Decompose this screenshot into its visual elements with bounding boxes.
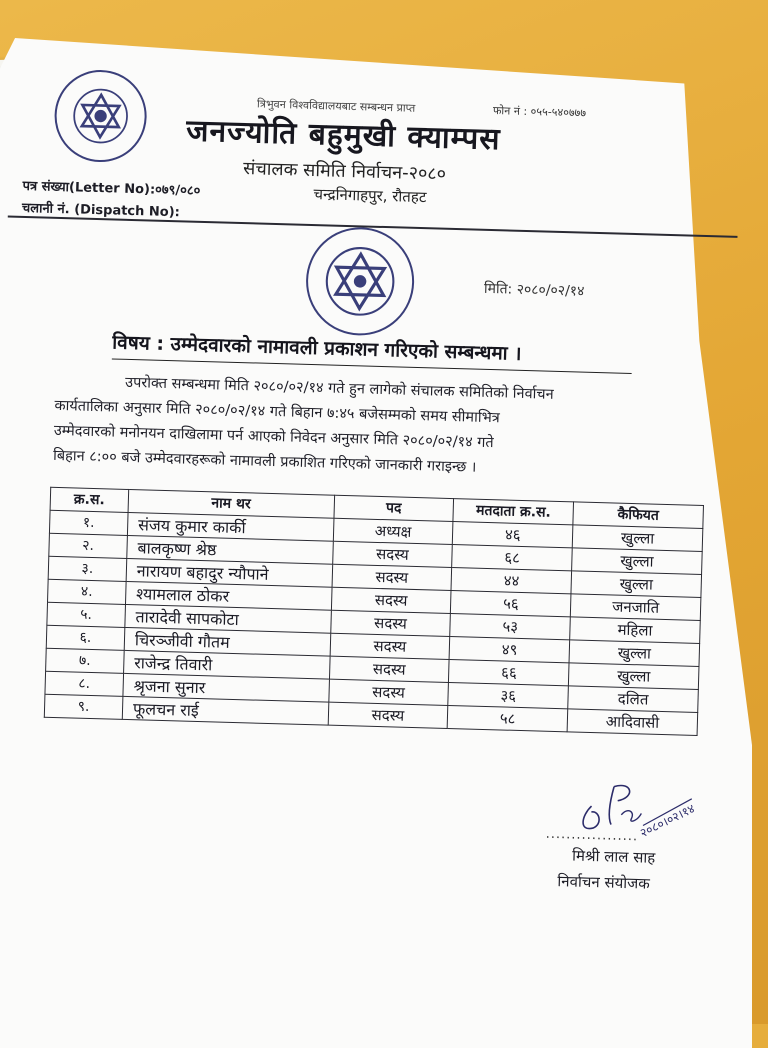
header-serial: क्र.स. — [50, 487, 129, 512]
cell-post: अध्यक्ष — [333, 518, 453, 544]
cell-voter-number: ५३ — [450, 613, 570, 639]
cell-post: सदस्य — [330, 610, 450, 636]
cell-voter-number: ३६ — [448, 682, 568, 708]
notice-body — [53, 369, 688, 487]
cell-name: चिरञ्जीवी गौतम — [124, 627, 330, 656]
cell-remark: खुल्ला — [569, 639, 699, 666]
cell-serial: ९. — [44, 694, 123, 719]
campus-address: चन्द्रनिगाहपुर, रौतहट — [313, 185, 427, 207]
cell-voter-number: ६६ — [449, 659, 569, 685]
cell-post: सदस्य — [332, 541, 452, 567]
phone-number: फोन नं : ०५५-५४०७७७ — [492, 104, 587, 120]
signature-date: २०८०।०२।१४ — [637, 801, 697, 841]
cell-name: संजय कुमार कार्की — [127, 512, 333, 541]
cell-serial: १. — [49, 510, 128, 535]
cell-remark: खुल्ला — [572, 524, 702, 551]
cell-post: सदस्य — [331, 587, 451, 613]
cell-post: सदस्य — [328, 702, 448, 728]
header-remark: कैफियत — [573, 502, 703, 528]
cell-remark: जनजाति — [570, 593, 700, 620]
cell-serial: ४. — [48, 579, 127, 604]
signer-name: मिश्री लाल साह — [571, 846, 656, 867]
cell-serial: ६. — [46, 625, 125, 650]
cell-name: श्रृजना सुनार — [123, 673, 329, 702]
cell-voter-number: ४९ — [449, 636, 569, 662]
cell-remark: दलित — [568, 685, 698, 712]
rubber-stamp-icon — [305, 226, 416, 337]
cell-voter-number: ६८ — [452, 544, 572, 570]
header-voter-number: मतदाता क्र.स. — [453, 499, 573, 525]
signer-role: निर्वाचन संयोजक — [557, 872, 651, 893]
cell-name: फूलचन राई — [122, 696, 328, 725]
cell-name: श्यामलाल ठोकर — [125, 581, 331, 610]
cell-post: सदस्य — [332, 564, 452, 590]
cell-remark: आदिवासी — [567, 708, 697, 735]
cell-post: सदस्य — [329, 656, 449, 682]
cell-remark: महिला — [570, 616, 700, 643]
cell-name: बालकृष्ण श्रेष्ठ — [127, 535, 333, 564]
cell-serial: ५. — [47, 602, 126, 627]
signature-dots: .................. — [545, 826, 639, 845]
body-line-2: कार्यतालिका अनुसार मिति २०८०/०२/१४ गते बिहान ७:४५ बजेसम्मको समय सीमाभित्र — [54, 397, 501, 427]
cell-voter-number: ४४ — [451, 567, 571, 593]
cell-name: राजेन्द्र तिवारी — [123, 650, 329, 679]
cell-remark: खुल्ला — [571, 570, 701, 597]
notice-subject: विषय : उम्मेदवारको नामावली प्रकाशन गरिएको सम्बन्धमा । — [111, 331, 522, 365]
cell-voter-number: ४६ — [453, 521, 573, 547]
election-subtitle: संचालक समिति निर्वाचन-२०८० — [242, 158, 447, 185]
cell-voter-number: ५६ — [451, 590, 571, 616]
notice-date: मिति: २०८०/०२/१४ — [483, 280, 585, 300]
campus-seal-icon — [53, 69, 148, 164]
cell-serial: २. — [49, 533, 128, 558]
cell-post: सदस्य — [328, 679, 448, 705]
candidate-table — [44, 487, 704, 736]
campus-title: जनज्योति बहुमुखी क्याम्पस — [185, 113, 502, 158]
cell-remark: खुल्ला — [572, 547, 702, 574]
cell-name: तारादेवी सापकोटा — [125, 604, 331, 633]
cell-serial: ७. — [46, 648, 125, 673]
cell-serial: ३. — [48, 556, 127, 581]
cell-serial: ८. — [45, 671, 124, 696]
dispatch-number: चलानी नं. (Dispatch No): — [21, 200, 181, 221]
body-line-3: उम्मेदवारको मनोनयन दाखिलामा पर्न आएको निवेदन अनुसार मिति २०८०/०२/१४ गते — [53, 422, 494, 452]
affiliation-text: त्रिभुवन विश्वविद्यालयबाट सम्बन्धन प्राप्त — [256, 97, 416, 115]
cell-voter-number: ५८ — [448, 705, 568, 731]
header-name: नाम थर — [128, 489, 334, 517]
letter-number: पत्र संख्या(Letter No):०७९/०८० — [22, 178, 201, 199]
cell-post: सदस्य — [330, 633, 450, 659]
cell-remark: खुल्ला — [569, 662, 699, 689]
cell-name: नारायण बहादुर न्यौपाने — [126, 558, 332, 587]
header-post: पद — [334, 495, 454, 521]
body-line-1: उपरोक्त सम्बन्धमा मिति २०८०/०२/१४ गते हुन लागेको संचालक समितिको निर्वाचन — [124, 374, 554, 403]
body-line-4: बिहान ८:०० बजे उम्मेदवारहरूको नामावली प्रकाशित गरिएको जानकारी गराइन्छ । — [52, 447, 477, 476]
